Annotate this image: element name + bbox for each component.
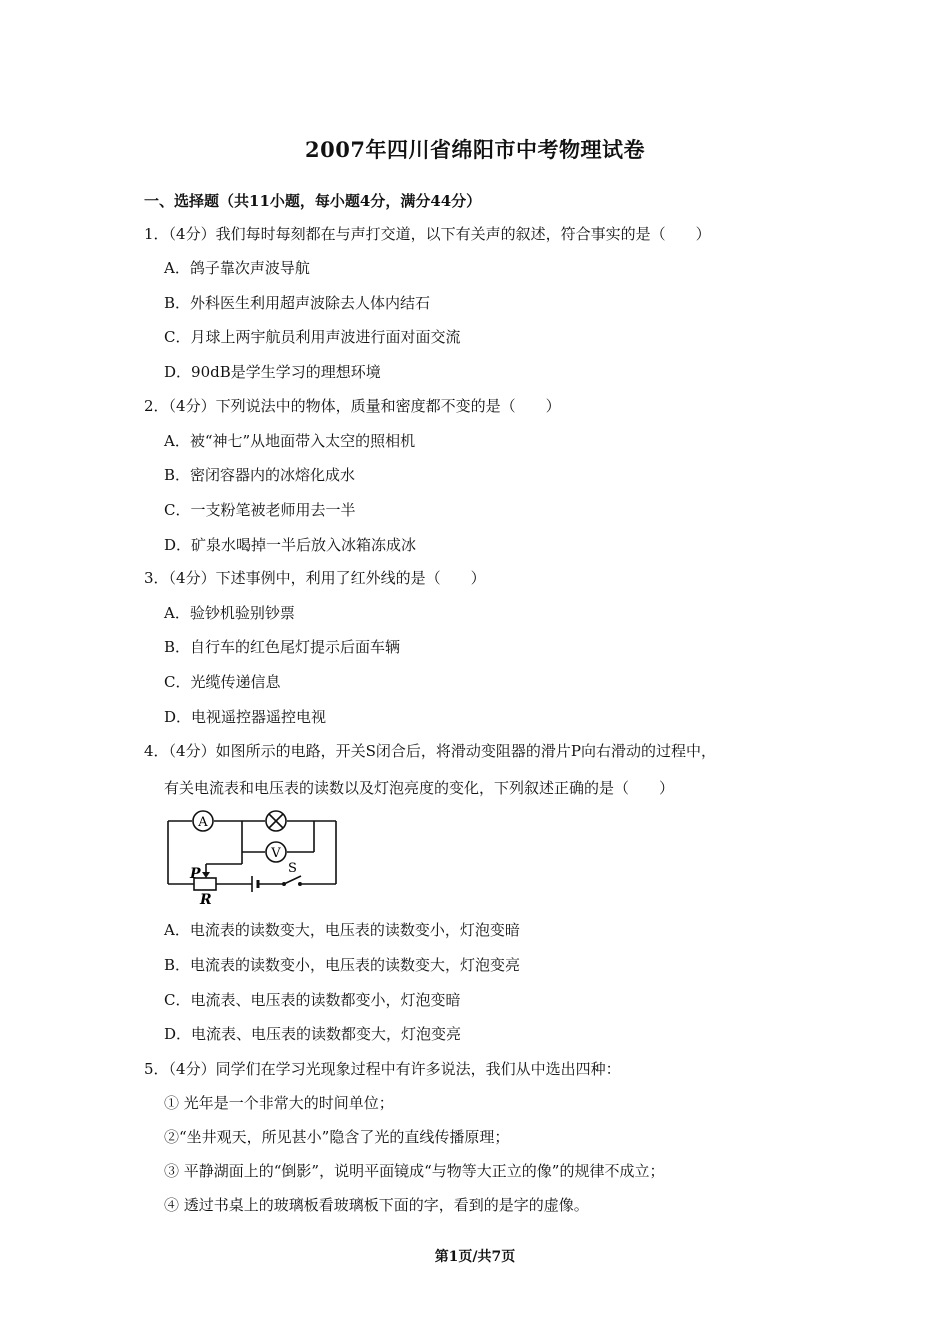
question-3-option-d: D．电视遥控器遥控电视 [164,708,327,726]
question-2-option-b: B．密闭容器内的冰熔化成水 [164,466,356,484]
question-4-option-d: D．电流表、电压表的读数都变大，灯泡变亮 [164,1025,462,1043]
question-5-statement-3: ③ 平静湖面上的“倒影”，说明平面镜成“与物等大正立的像”的规律不成立； [164,1162,665,1180]
resistor-label: R [200,892,212,906]
question-1-option-b: B．外科医生利用超声波除去人体内结石 [164,294,431,312]
question-1-stem: 1．（4分）我们每时每刻都在与声打交道，以下有关声的叙述，符合事实的是（ ） [144,225,711,243]
question-5-statement-2: ②“坐井观天，所见甚小”隐含了光的直线传播原理； [164,1128,510,1146]
question-1-option-c: C．月球上两宇航员利用声波进行面对面交流 [164,328,461,346]
lamp-icon [266,811,286,831]
switch-icon [282,876,302,886]
question-3-stem: 3．（4分）下述事例中，利用了红外线的是（ ） [144,569,486,587]
question-5-statement-1: ① 光年是一个非常大的时间单位； [164,1094,394,1112]
question-4-option-a: A．电流表的读数变大，电压表的读数变小，灯泡变暗 [164,921,520,939]
question-4-option-b: B．电流表的读数变小，电压表的读数变大，灯泡变亮 [164,956,521,974]
question-1-option-d: D．90dB是学生学习的理想环境 [164,363,381,381]
slider-label: P [190,866,201,882]
question-4-option-c: C．电流表、电压表的读数都变小，灯泡变暗 [164,991,461,1009]
slider-arrow-icon [202,872,210,878]
question-5-statement-4: ④ 透过书桌上的玻璃板看玻璃板下面的字，看到的是字的虚像。 [164,1196,589,1214]
question-4-stem-continued: 有关电流表和电压表的读数以及灯泡亮度的变化，下列叙述正确的是（ ） [164,779,675,797]
ammeter-label: A [198,815,208,830]
question-5-stem: 5．（4分）同学们在学习光现象过程中有许多说法，我们从中选出四种： [144,1060,621,1078]
voltmeter-label: V [271,846,281,861]
page-footer: 第1页/共7页 [434,1249,516,1265]
question-3-option-a: A．验钞机验别钞票 [164,604,295,622]
battery-icon [252,876,258,892]
question-3-option-b: B．自行车的红色尾灯提示后面车辆 [164,638,401,656]
question-2-option-c: C．一支粉笔被老师用去一半 [164,501,356,519]
question-2-option-a: A．被“神七”从地面带入太空的照相机 [164,432,416,450]
question-3-option-c: C．光缆传递信息 [164,673,281,691]
question-4-stem: 4．（4分）如图所示的电路，开关S闭合后，将滑动变阻器的滑片P向右滑动的过程中， [144,742,716,760]
page-title: 2007年四川省绵阳市中考物理试卷 [305,137,645,162]
question-1-option-a: A．鸽子靠次声波导航 [164,259,310,277]
question-2-stem: 2．（4分）下列说法中的物体，质量和密度都不变的是（ ） [144,397,561,415]
circuit-diagram [164,806,344,906]
section-heading: 一、选择题（共11小题，每小题4分，满分44分） [144,192,482,210]
question-2-option-d: D．矿泉水喝掉一半后放入冰箱冻成冰 [164,536,417,554]
switch-label: S [288,861,297,876]
